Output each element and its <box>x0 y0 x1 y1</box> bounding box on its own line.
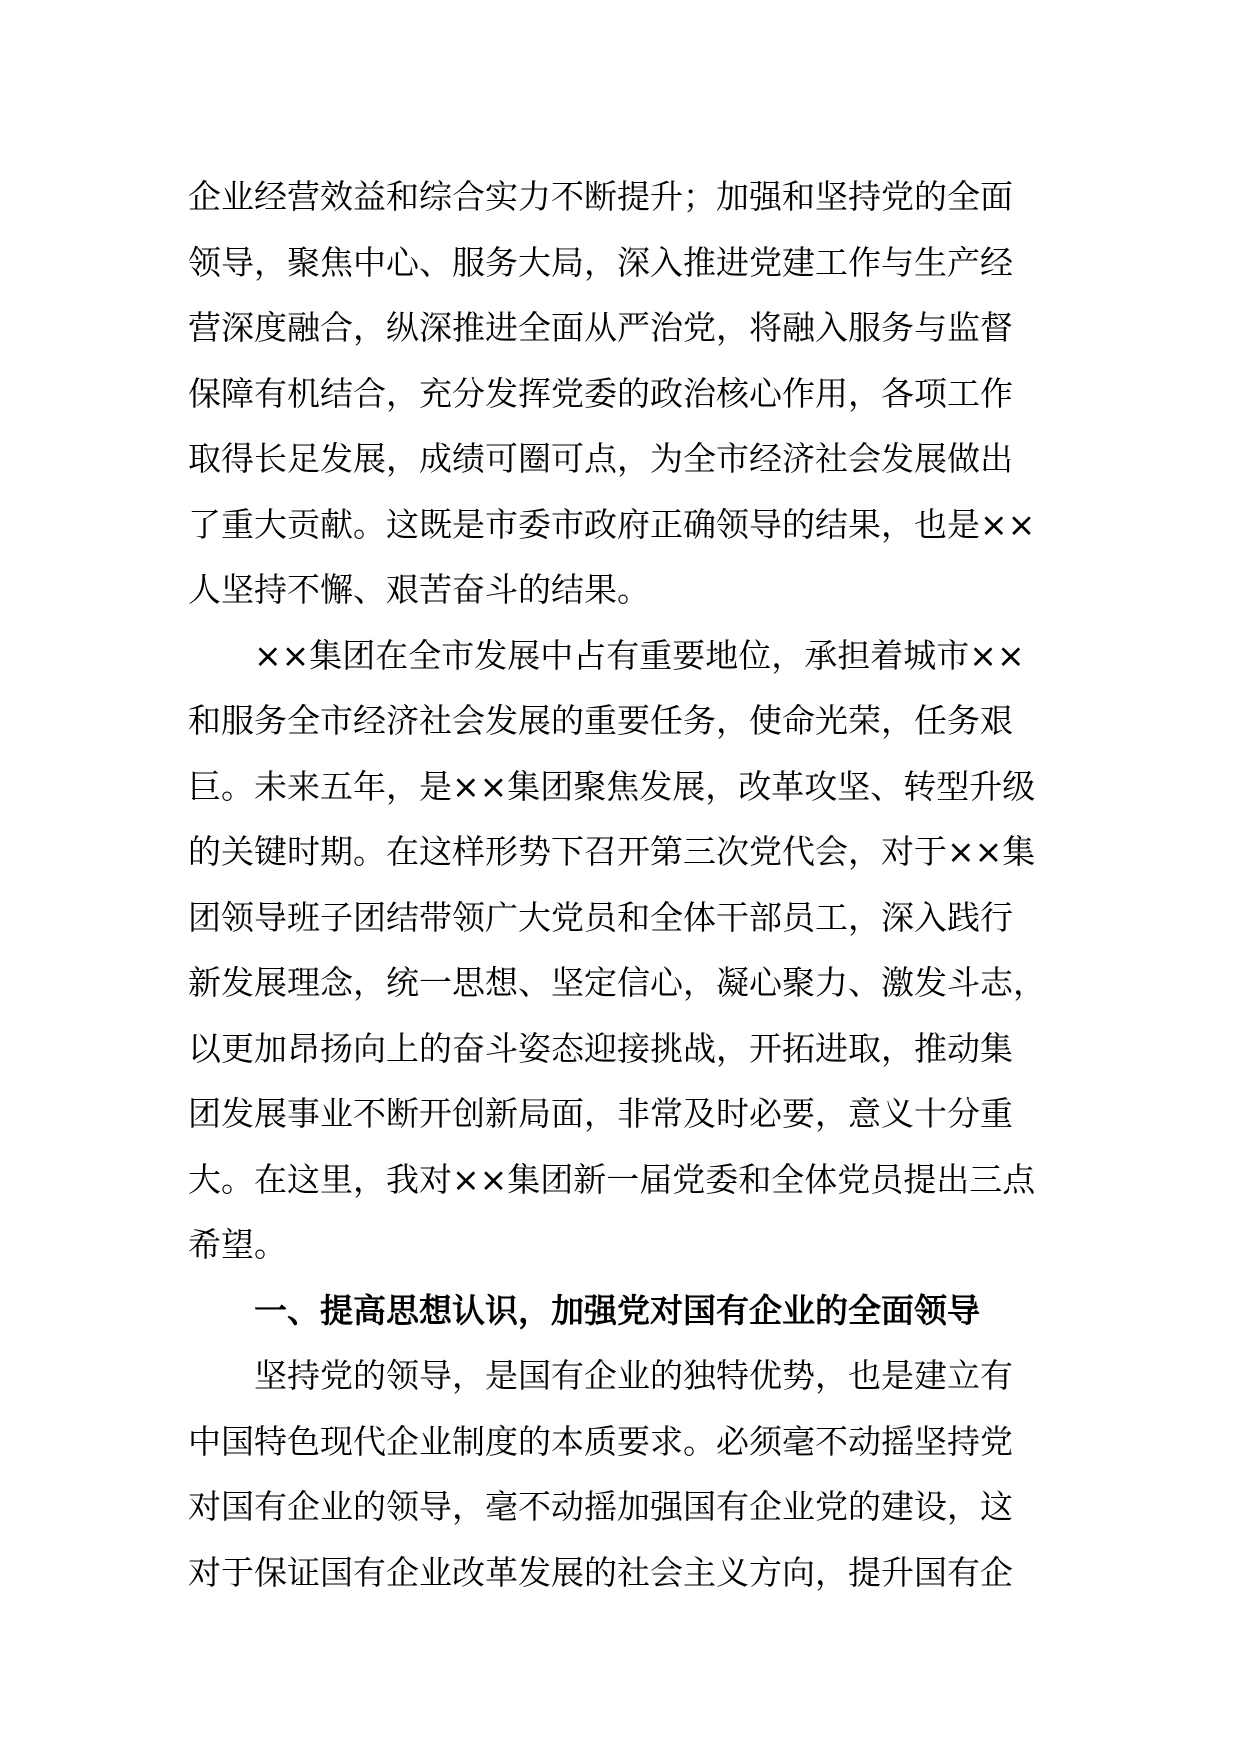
text-line: 团发展事业不断开创新局面，非常及时必要，意义十分重 <box>188 1094 1013 1133</box>
text-line: 团领导班子团结带领广大党员和全体干部员工，深入践行 <box>188 897 1013 937</box>
text-line: 保障有机结合，充分发挥党委的政治核心作用，各项工作 <box>188 373 1013 413</box>
body-text <box>188 164 1068 1605</box>
text-line: 大。在这里，我对××集团新一届党委和全体党员提出三点 <box>188 1159 1036 1199</box>
text-line: 了重大贡献。这既是市委市政府正确领导的结果，也是×× <box>188 504 1036 544</box>
text-line: 领导，聚焦中心、服务大局，深入推进党建工作与生产经 <box>188 242 1013 282</box>
text-line: 的关键时期。在这样形势下召开第三次党代会，对于××集 <box>188 832 1036 871</box>
text-line: 企业经营效益和综合实力不断提升；加强和坚持党的全面 <box>188 177 1013 216</box>
text-line: 对国有企业的领导，毫不动摇加强国有企业党的建设，这 <box>188 1487 1013 1526</box>
text-line: 新发展理念，统一思想、坚定信心，凝心聚力、激发斗志， <box>188 963 1046 1002</box>
text-line: 希望。 <box>188 1225 287 1264</box>
paragraph-first-line: 坚持党的领导，是国有企业的独特优势，也是建立有 <box>254 1356 1013 1395</box>
text-line: 取得长足发展，成绩可圈可点，为全市经济社会发展做出 <box>188 439 1013 478</box>
paragraph-first-line: ××集团在全市发展中占有重要地位，承担着城市×× <box>254 635 1025 675</box>
section-heading: 一、提高思想认识，加强党对国有企业的全面领导 <box>254 1290 980 1330</box>
text-line: 中国特色现代企业制度的本质要求。必须毫不动摇坚持党 <box>188 1421 1013 1461</box>
text-line: 人坚持不懈、艰苦奋斗的结果。 <box>188 570 650 609</box>
text-line: 和服务全市经济社会发展的重要任务，使命光荣，任务艰 <box>188 701 1013 740</box>
text-line: 营深度融合，纵深推进全面从严治党，将融入服务与监督 <box>188 308 1013 347</box>
text-line: 巨。未来五年，是××集团聚焦发展，改革攻坚、转型升级 <box>188 766 1036 806</box>
text-line: 对于保证国有企业改革发展的社会主义方向，提升国有企 <box>188 1552 1013 1592</box>
text-line: 以更加昂扬向上的奋斗姿态迎接挑战，开拓进取，推动集 <box>188 1028 1013 1068</box>
